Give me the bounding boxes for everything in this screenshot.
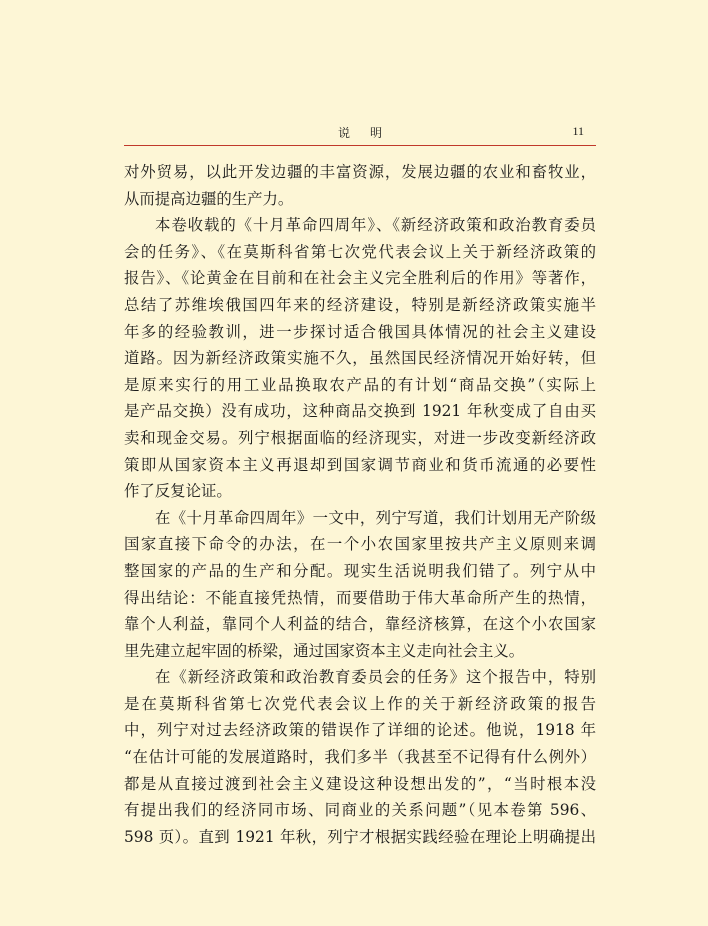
body-text [124, 159, 596, 850]
text-line: 598 页）。直到 1921 年秋，列宁才根据实践经验在理论上明确提出 [124, 827, 596, 846]
text-line: 有提出我们的经济同市场、同商业的关系问题”（见本卷第 596、 [124, 801, 596, 820]
text-line: 中，列宁对过去经济政策的错误作了详细的论述。他说，1918 年 [124, 721, 596, 740]
text-line: 道路。因为新经济政策实施不久，虽然国民经济情况开始好转，但 [124, 349, 596, 368]
text-line: 对外贸易，以此开发边疆的丰富资源，发展边疆的农业和畜牧业， [124, 163, 596, 181]
header-rule [124, 145, 596, 146]
text-line: 里先建立起牢固的桥梁，通过国家资本主义走向社会主义。 [124, 641, 525, 660]
page-number: 11 [572, 124, 584, 138]
text-line: 靠个人利益，靠同个人利益的结合，靠经济核算，在这个小农国家 [124, 615, 596, 634]
text-line: 是在莫斯科省第七次党代表会议上作的关于新经济政策的报告 [124, 694, 596, 713]
text-line: 都是从直接过渡到社会主义建设这种设想出发的”，“当时根本没 [124, 774, 596, 793]
text-line: 本卷收载的《十月革命四周年》、《新经济政策和政治教育委员 [155, 216, 596, 235]
text-line: 策即从国家资本主义再退却到国家调节商业和货币流通的必要性 [124, 455, 596, 474]
text-line: 在《新经济政策和政治教育委员会的任务》这个报告中，特别 [155, 668, 596, 687]
text-line: 从而提高边疆的生产力。 [124, 189, 294, 208]
text-line: 会的任务》、《在莫斯科省第七次党代表会议上关于新经济政策的 [124, 242, 596, 261]
text-line: 年多的经验教训，进一步探讨适合俄国具体情况的社会主义建设 [124, 322, 596, 341]
text-line: 国家直接下命令的办法，在一个小农国家里按共产主义原则来调 [124, 535, 596, 554]
text-line: 作了反复论证。 [124, 482, 232, 501]
header-title: 说明 [337, 126, 402, 140]
text-line: 总结了苏维埃俄国四年来的经济建设，特别是新经济政策实施半 [124, 295, 596, 314]
running-header [124, 120, 596, 148]
text-line: 整国家的产品的生产和分配。现实生活说明我们错了。列宁从中 [124, 561, 596, 580]
text-line: 在《十月革命四周年》一文中，列宁写道，我们计划用无产阶级 [155, 508, 596, 527]
text-line: 是产品交换）没有成功，这种商品交换到 1921 年秋变成了自由买 [124, 402, 596, 421]
text-line: 报告》、《论黄金在目前和在社会主义完全胜利后的作用》等著作， [124, 269, 596, 288]
text-line: 得出结论：不能直接凭热情，而要借助于伟大革命所产生的热情， [124, 588, 596, 607]
text-line: “在估计可能的发展道路时，我们多半（我甚至不记得有什么例外） [124, 748, 596, 767]
text-line: 是原来实行的用工业品换取农产品的有计划“商品交换”（实际上 [124, 375, 596, 394]
text-line: 卖和现金交易。列宁根据面临的经济现实，对进一步改变新经济政 [124, 428, 596, 447]
